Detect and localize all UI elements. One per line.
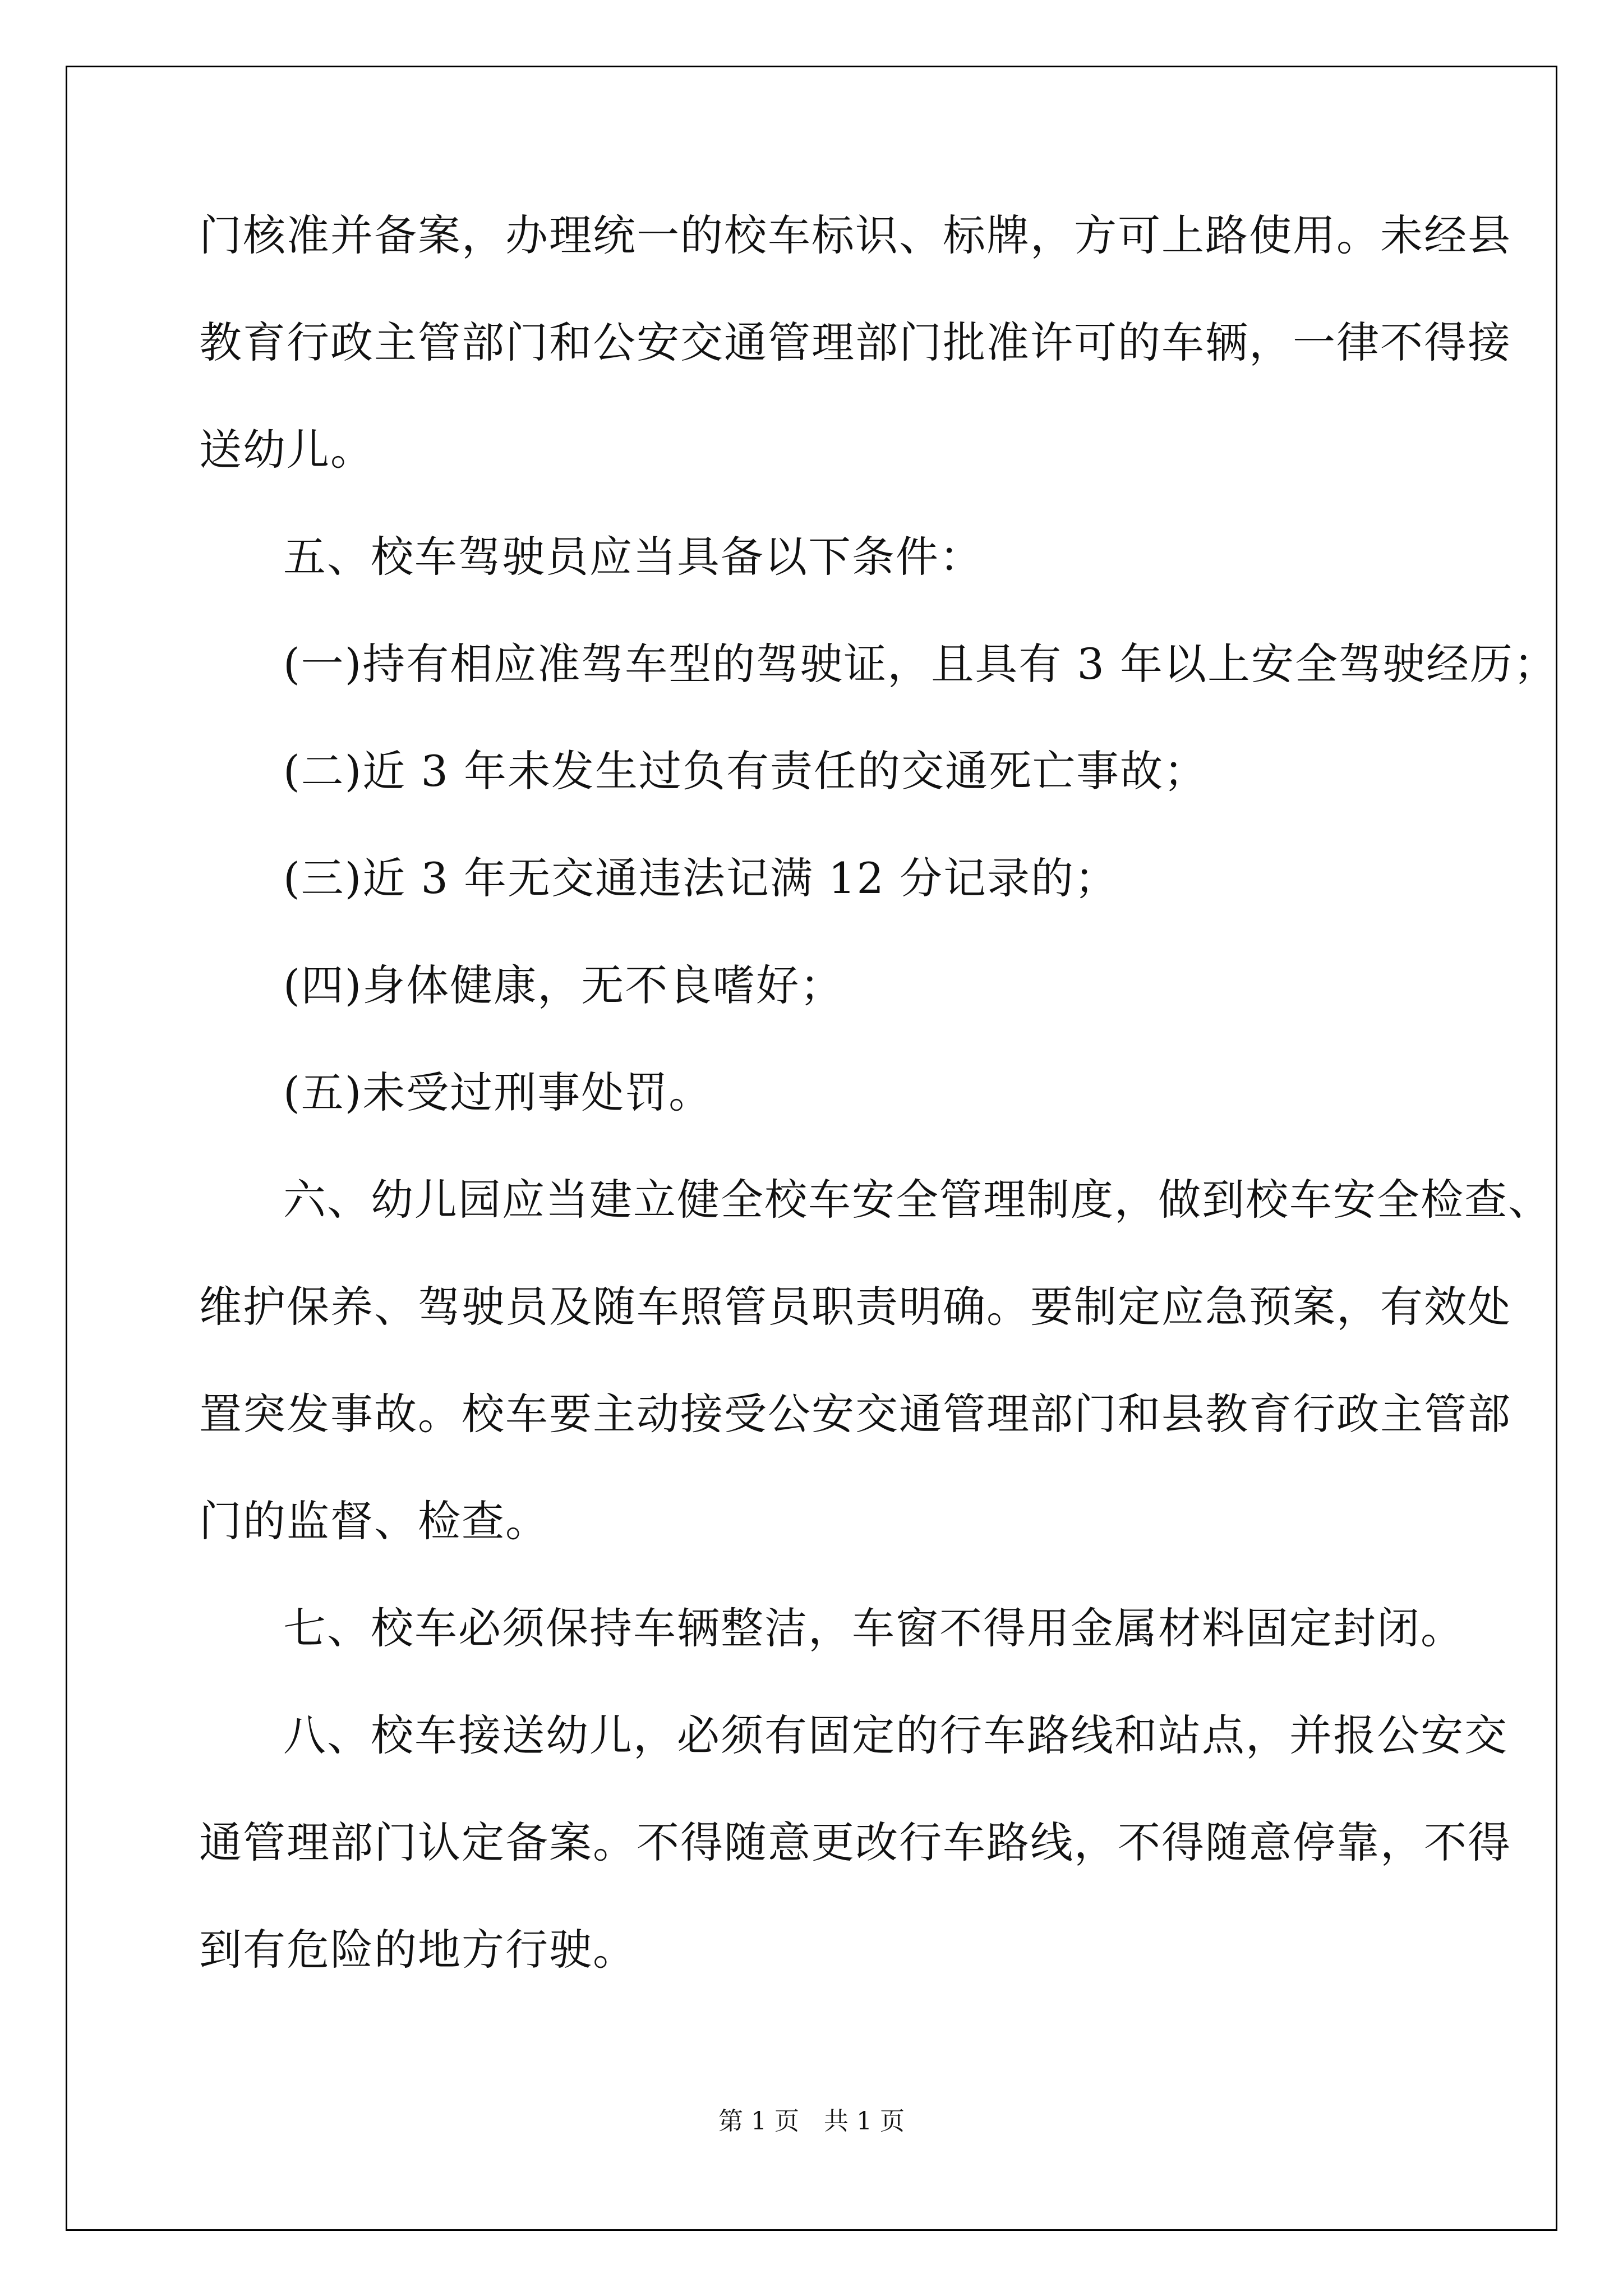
text-line: 送幼儿。 [199,425,374,475]
page-border [66,66,1557,2231]
text-line: (二)近 3 年未发生过负有责任的交通死亡事故； [283,746,1207,796]
text-line: 门核准并备案，办理统一的校车标识、标牌，方可上路使用。未经县 [199,210,1511,260]
text-line: 七、校车必须保持车辆整洁，车窗不得用金属材料固定封闭。 [283,1603,1464,1653]
text-line: 五、校车驾驶员应当具备以下条件： [283,532,983,582]
page-number: 第 1 页 共 1 页 [718,2107,905,2136]
text-line: 门的监督、检查。 [199,1496,549,1546]
text-line: (四)身体健康，无不良嗜好； [283,960,844,1010]
text-line: 六、幼儿园应当建立健全校车安全管理制度，做到校车安全检查、 [283,1175,1552,1225]
text-line: 八、校车接送幼儿，必须有固定的行车路线和站点，并报公安交 [283,1710,1508,1760]
text-line: (五)未受过刑事处罚。 [283,1068,713,1117]
text-line: 置突发事故。校车要主动接受公安交通管理部门和县教育行政主管部 [199,1389,1511,1439]
text-line: 教育行政主管部门和公安交通管理部门批准许可的车辆，一律不得接 [199,318,1511,367]
text-line: 通管理部门认定备案。不得随意更改行车路线，不得随意停靠，不得 [199,1818,1511,1867]
text-line: (一)持有相应准驾车型的驾驶证，且具有 3 年以上安全驾驶经历； [283,639,1557,689]
text-line: (三)近 3 年无交通违法记满 12 分记录的； [283,853,1118,903]
text-line: 维护保养、驾驶员及随车照管员职责明确。要制定应急预案，有效处 [199,1282,1511,1332]
text-line: 到有危险的地方行驶。 [199,1925,637,1975]
